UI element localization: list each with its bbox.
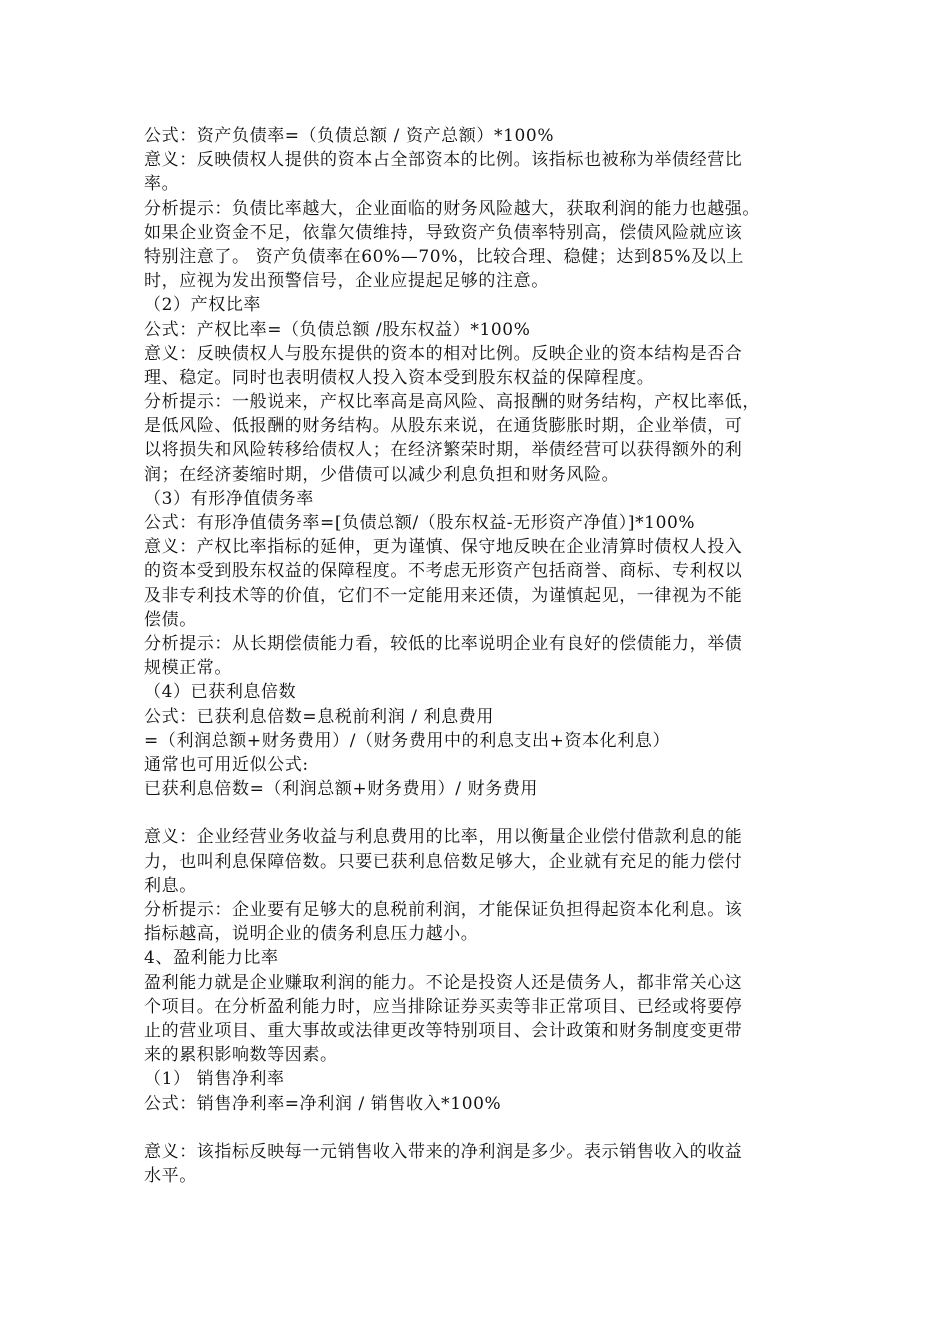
text-line: 特别注意了。 资产负债率在60%—70%，比较合理、稳健；达到85%及以上	[144, 246, 744, 267]
text-line: 分析提示：企业要有足够大的息税前利润，才能保证负担得起资本化利息。该	[144, 900, 743, 920]
text-line: 意义：该指标反映每一元销售收入带来的净利润是多少。表示销售收入的收益	[144, 1141, 743, 1162]
text-line: 规模正常。	[144, 658, 232, 679]
text-line: 及非专利技术等的价值，它们不一定能用来还债，为谨慎起见，一律视为不能	[144, 585, 743, 606]
blank-line	[144, 801, 814, 825]
text-line: 率。	[144, 174, 180, 195]
text-line: 分析提示：从长期偿债能力看，较低的比率说明企业有良好的偿债能力，举债	[144, 633, 743, 654]
text-line: 意义：企业经营业务收益与利息费用的比率，用以衡量企业偿付借款利息的能	[144, 827, 743, 848]
text-line: 偿债。	[144, 609, 197, 630]
section-heading: （3）有形净值债务率	[144, 488, 314, 509]
section-heading: （2）产权比率	[144, 295, 262, 316]
section-heading: （1） 销售净利率	[144, 1069, 285, 1090]
text-line: 已获利息倍数=（利润总额+财务费用）/ 财务费用	[144, 779, 539, 800]
text-line: 通常也可用近似公式:	[144, 754, 309, 775]
text-line: 止的营业项目、重大事故或法律更改等特别项目、会计政策和财务制度变更带	[144, 1020, 743, 1041]
text-line: 个项目。在分析盈利能力时，应当排除证券买卖等非正常项目、已经或将要停	[144, 996, 743, 1017]
text-line: 分析提示：负债比率越大，企业面临的财务风险越大，获取利润的能力也越强。	[144, 198, 760, 219]
text-line: 公式：有形净值债务率=[负债总额/（股东权益-无形资产净值）]*100%	[144, 513, 696, 533]
text-line: 指标越高，说明企业的债务利息压力越小。	[144, 924, 479, 945]
text-line: 意义：产权比率指标的延伸，更为谨慎、保守地反映在企业清算时债权人投入	[144, 537, 743, 558]
text-line: 力，也叫利息保障倍数。只要已获利息倍数足够大，企业就有充足的能力偿付	[144, 851, 743, 872]
text-line: 时，应视为发出预警信号，企业应提起足够的注意。	[144, 271, 549, 292]
text-line: =（利润总额+财务费用）/（财务费用中的利息支出+资本化利息）	[144, 730, 671, 751]
text-line: 公式：产权比率=（负债总额 /股东权益）*100%	[144, 319, 531, 340]
document-body	[144, 124, 814, 1188]
text-line: 分析提示：一般说来，产权比率高是高风险、高报酬的财务结构，产权比率低，	[144, 392, 760, 413]
text-line: 如果企业资金不足，依靠欠债维持，导致资产负债率特别高，偿债风险就应该	[144, 222, 743, 243]
blank-line	[144, 1116, 814, 1140]
text-line: 利息。	[144, 875, 197, 896]
text-line: 理、稳定。同时也表明债权人投入资本受到股东权益的保障程度。	[144, 367, 655, 388]
text-line: 是低风险、低报酬的财务结构。从股东来说，在通货膨胀时期，企业举债，可	[144, 416, 743, 437]
section-heading: 4、盈利能力比率	[144, 948, 279, 969]
text-line: 公式：已获利息倍数=息税前利润 / 利息费用	[144, 706, 494, 727]
text-line: 水平。	[144, 1166, 197, 1187]
text-line: 来的累积影响数等因素。	[144, 1045, 338, 1066]
text-line: 意义：反映债权人提供的资本占全部资本的比例。该指标也被称为举债经营比	[144, 150, 743, 171]
section-heading: （4）已获利息倍数	[144, 682, 297, 703]
text-line: 润；在经济萎缩时期，少借债可以减少利息负担和财务风险。	[144, 464, 620, 485]
text-line: 公式：资产负债率=（负债总额 / 资产总额）*100%	[144, 126, 555, 146]
text-line: 公式：销售净利率=净利润 / 销售收入*100%	[144, 1093, 502, 1114]
text-line: 意义：反映债权人与股东提供的资本的相对比例。反映企业的资本结构是否合	[144, 343, 743, 364]
text-line: 盈利能力就是企业赚取利润的能力。不论是投资人还是债务人，都非常关心这	[144, 972, 743, 993]
text-line: 的资本受到股东权益的保障程度。不考虑无形资产包括商誉、商标、专利权以	[144, 561, 743, 582]
text-line: 以将损失和风险转移给债权人；在经济繁荣时期，举债经营可以获得额外的利	[144, 440, 743, 461]
